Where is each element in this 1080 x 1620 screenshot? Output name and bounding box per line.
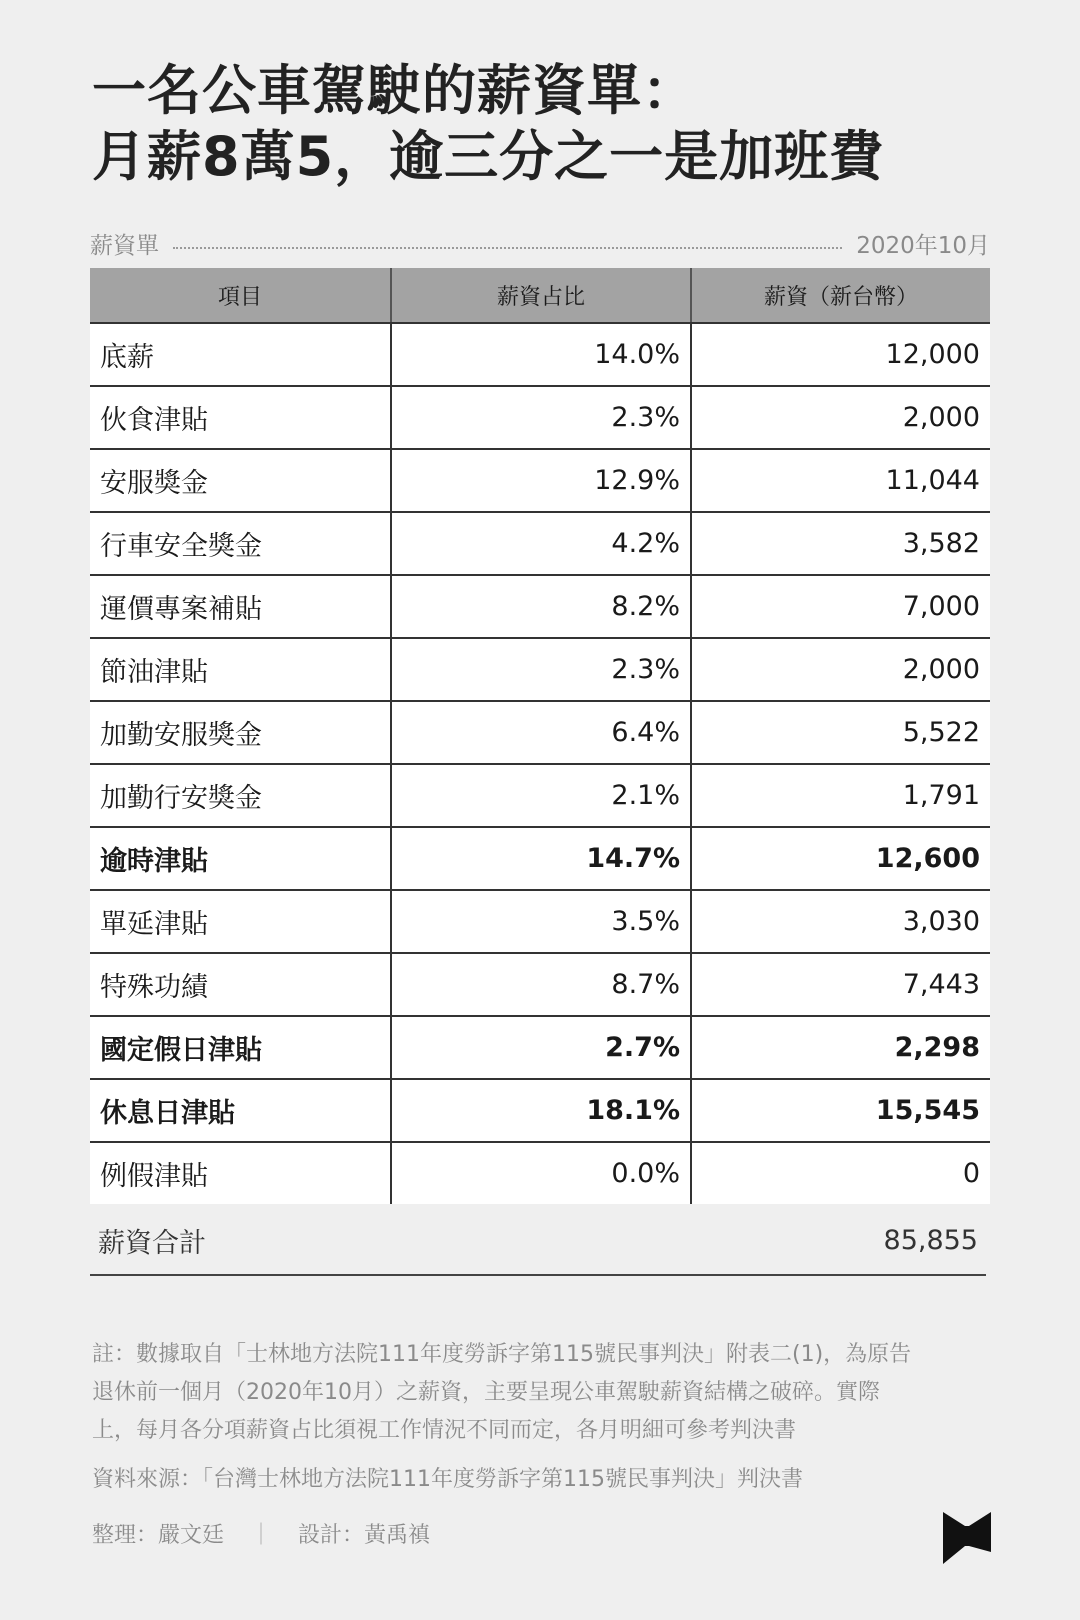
publisher-logo-icon bbox=[943, 1512, 991, 1564]
table-row bbox=[90, 323, 990, 386]
payslip-table bbox=[90, 268, 990, 1204]
table-row bbox=[90, 449, 990, 512]
header-item: 項目 bbox=[90, 268, 391, 323]
table-row bbox=[90, 512, 990, 575]
page-title bbox=[92, 58, 992, 190]
row-amount: 3,582 bbox=[691, 512, 990, 575]
payslip-date: 2020年10月 bbox=[856, 232, 990, 259]
row-share: 4.2% bbox=[391, 512, 691, 575]
row-item: 逾時津貼 bbox=[90, 827, 391, 890]
table-row bbox=[90, 1142, 990, 1204]
footnote-line-1: 註：數據取自「士林地方法院111年度勞訴字第115號民事判決」附表二(1)，為原告 bbox=[92, 1342, 912, 1367]
table-row bbox=[90, 1016, 990, 1079]
row-item: 伙食津貼 bbox=[90, 386, 391, 449]
row-item: 加勤安服獎金 bbox=[90, 701, 391, 764]
footnote-line-2: 退休前一個月（2020年10月）之薪資，主要呈現公車駕駛薪資結構之破碎。實際 bbox=[92, 1380, 880, 1405]
row-amount: 0 bbox=[691, 1142, 990, 1204]
row-share: 14.0% bbox=[391, 323, 691, 386]
table-row bbox=[90, 386, 990, 449]
table-row bbox=[90, 701, 990, 764]
title-line-1: 一名公車駕駛的薪資單： bbox=[92, 59, 697, 122]
row-amount: 11,044 bbox=[691, 449, 990, 512]
row-item: 底薪 bbox=[90, 323, 391, 386]
row-amount: 3,030 bbox=[691, 890, 990, 953]
row-share: 14.7% bbox=[391, 827, 691, 890]
row-share: 2.3% bbox=[391, 386, 691, 449]
row-share: 18.1% bbox=[391, 1079, 691, 1142]
row-amount: 15,545 bbox=[691, 1079, 990, 1142]
table-row bbox=[90, 827, 990, 890]
dotted-leader bbox=[173, 247, 842, 249]
row-share: 0.0% bbox=[391, 1142, 691, 1204]
table-row bbox=[90, 575, 990, 638]
footnote bbox=[92, 1336, 992, 1450]
total-value: 85,855 bbox=[883, 1224, 978, 1256]
row-share: 2.3% bbox=[391, 638, 691, 701]
row-item: 節油津貼 bbox=[90, 638, 391, 701]
table-row bbox=[90, 890, 990, 953]
credits bbox=[92, 1518, 792, 1549]
row-share: 2.1% bbox=[391, 764, 691, 827]
row-share: 6.4% bbox=[391, 701, 691, 764]
editor-credit: 整理：嚴文廷 bbox=[92, 1523, 225, 1548]
header-amount: 薪資（新台幣） bbox=[691, 268, 990, 323]
row-amount: 2,298 bbox=[691, 1016, 990, 1079]
row-amount: 2,000 bbox=[691, 386, 990, 449]
row-share: 8.7% bbox=[391, 953, 691, 1016]
row-amount: 12,600 bbox=[691, 827, 990, 890]
data-source: 資料來源：「台灣士林地方法院111年度勞訴字第115號民事判決」判決書 bbox=[92, 1467, 803, 1492]
row-item: 安服獎金 bbox=[90, 449, 391, 512]
row-amount: 5,522 bbox=[691, 701, 990, 764]
total-label: 薪資合計 bbox=[98, 1227, 206, 1259]
table-header-row bbox=[90, 268, 990, 323]
row-share: 8.2% bbox=[391, 575, 691, 638]
row-item: 特殊功績 bbox=[90, 953, 391, 1016]
row-amount: 12,000 bbox=[691, 323, 990, 386]
row-amount: 1,791 bbox=[691, 764, 990, 827]
row-amount: 7,000 bbox=[691, 575, 990, 638]
footnote-line-3: 上，每月各分項薪資占比須視工作情況不同而定，各月明細可參考判決書 bbox=[92, 1418, 797, 1443]
row-amount: 2,000 bbox=[691, 638, 990, 701]
total-row bbox=[90, 1206, 986, 1276]
row-item: 休息日津貼 bbox=[90, 1079, 391, 1142]
header-share: 薪資占比 bbox=[391, 268, 691, 323]
payslip-header bbox=[90, 226, 990, 260]
row-item: 單延津貼 bbox=[90, 890, 391, 953]
row-amount: 7,443 bbox=[691, 953, 990, 1016]
credits-separator: ｜ bbox=[250, 1523, 273, 1548]
row-item: 國定假日津貼 bbox=[90, 1016, 391, 1079]
designer-credit: 設計：黃禹禛 bbox=[298, 1523, 431, 1548]
table-row bbox=[90, 638, 990, 701]
title-line-2: 月薪8萬5，逾三分之一是加班費 bbox=[92, 125, 885, 188]
table-row bbox=[90, 1079, 990, 1142]
row-item: 加勤行安獎金 bbox=[90, 764, 391, 827]
row-share: 12.9% bbox=[391, 449, 691, 512]
row-item: 例假津貼 bbox=[90, 1142, 391, 1204]
payslip-label: 薪資單 bbox=[90, 232, 159, 259]
row-item: 行車安全獎金 bbox=[90, 512, 391, 575]
table-row bbox=[90, 953, 990, 1016]
table-row bbox=[90, 764, 990, 827]
row-share: 2.7% bbox=[391, 1016, 691, 1079]
row-share: 3.5% bbox=[391, 890, 691, 953]
row-item: 運價專案補貼 bbox=[90, 575, 391, 638]
